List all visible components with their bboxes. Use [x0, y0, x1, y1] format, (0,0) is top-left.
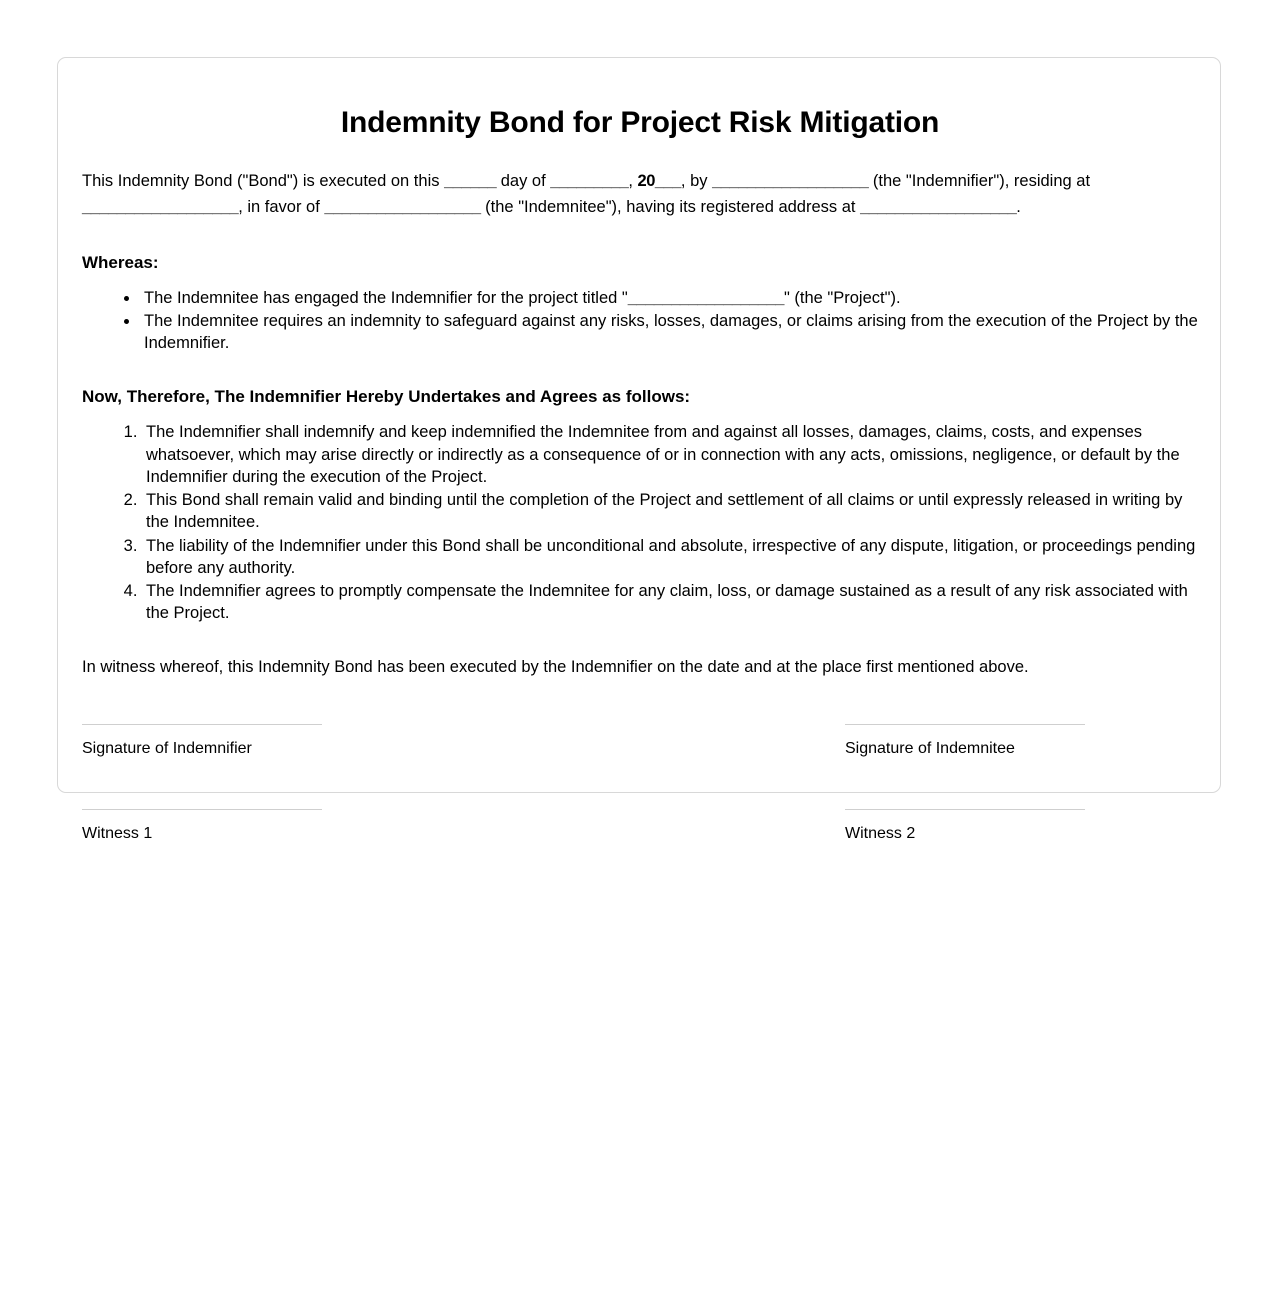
signature-group-indemnitee — [845, 724, 1085, 758]
whereas-item-1-before: The Indemnitee has engaged the Indemnifier for the project titled " — [144, 288, 628, 307]
whereas-heading: Whereas: — [82, 252, 159, 272]
signature-column-right — [845, 724, 1085, 842]
signature-line-witness-2[interactable] — [845, 809, 1085, 810]
blank-indemnifier-name[interactable]: __________________ — [712, 171, 869, 190]
blank-day[interactable]: ______ — [444, 171, 497, 190]
intro-text-8: . — [1016, 198, 1021, 217]
signature-line-indemnifier[interactable] — [82, 724, 322, 725]
document-body — [82, 84, 1198, 864]
intro-text-2: day of — [496, 171, 551, 190]
list-item: 1. The Indemnifier shall indemnify and keep indemnified the Indemnitee from and against all losses, damages, claims, costs, and expenses whatsoever, which may arise directly or indirectly as a consequence of or in connection with any acts, omissions, negligence, or default by the Indemnifier during the execution of the Project. — [142, 421, 1198, 488]
whereas-item-1-after: " (the "Project"). — [783, 288, 901, 307]
intro-text-7: (the "Indemnitee"), having its registered address at — [480, 198, 861, 217]
signature-label-indemnifier: Signature of Indemnifier — [82, 740, 252, 758]
list-item: 3. The liability of the Indemnifier under this Bond shall be unconditional and absolute, irrespective of any dispute, litigation, or proceedings pending before any authority. — [142, 535, 1198, 580]
intro-text-5: (the "Indemnifier"), residing at — [868, 171, 1091, 190]
whereas-item-2-text: The Indemnitee requires an indemnity to safeguard against any risks, losses, damages, or claims arising from the execution of the Project by the Indemnifier. — [144, 312, 1198, 353]
intro-text-3: , — [628, 171, 638, 190]
blank-month[interactable]: _________ — [550, 171, 629, 190]
signature-group-witness-1 — [82, 809, 322, 843]
signature-line-witness-1[interactable] — [82, 809, 322, 810]
intro-text-6: , in favor of — [238, 198, 325, 217]
blank-project-title[interactable]: __________________ — [627, 288, 784, 307]
blank-indemnitee-address[interactable]: __________________ — [860, 198, 1017, 217]
blank-indemnifier-address[interactable]: __________________ — [82, 198, 239, 217]
signature-label-witness-2: Witness 2 — [845, 824, 916, 842]
blank-year[interactable]: 20___ — [637, 171, 681, 190]
intro-text-4: , by — [680, 171, 713, 190]
signature-label-witness-1: Witness 1 — [82, 824, 153, 842]
signature-label-indemnitee: Signature of Indemnitee — [845, 740, 1015, 758]
document-card — [57, 57, 1221, 842]
undertakings-list — [82, 421, 1198, 624]
intro-paragraph — [82, 168, 1198, 221]
list-item — [140, 287, 1198, 309]
signature-group-indemnifier — [82, 724, 322, 758]
blank-indemnitee-name[interactable]: __________________ — [324, 198, 481, 217]
intro-text-1: This Indemnity Bond ("Bond") is executed on this — [82, 171, 445, 190]
list-item — [140, 310, 1198, 355]
list-item: 2. This Bond shall remain valid and binding until the completion of the Project and settlement of all claims or until expressly released in writing by the Indemnitee. — [142, 489, 1198, 534]
list-item: 4. The Indemnifier agrees to promptly compensate the Indemnitee for any claim, loss, or damage sustained as a result of any risk associated with the Project. — [142, 580, 1198, 625]
closing-paragraph: In witness whereof, this Indemnity Bond has been executed by the Indemnifier on the date and at the place first mentioned above. — [82, 657, 1029, 676]
signature-block — [82, 724, 1198, 864]
whereas-list — [82, 287, 1198, 355]
page-title: Indemnity Bond for Project Risk Mitigation — [340, 106, 940, 139]
undertakings-heading: Now, Therefore, The Indemnifier Hereby Undertakes and Agrees as follows: — [82, 386, 691, 406]
signature-line-indemnitee[interactable] — [845, 724, 1085, 725]
signature-column-left — [82, 724, 322, 842]
signature-group-witness-2 — [845, 809, 1085, 843]
